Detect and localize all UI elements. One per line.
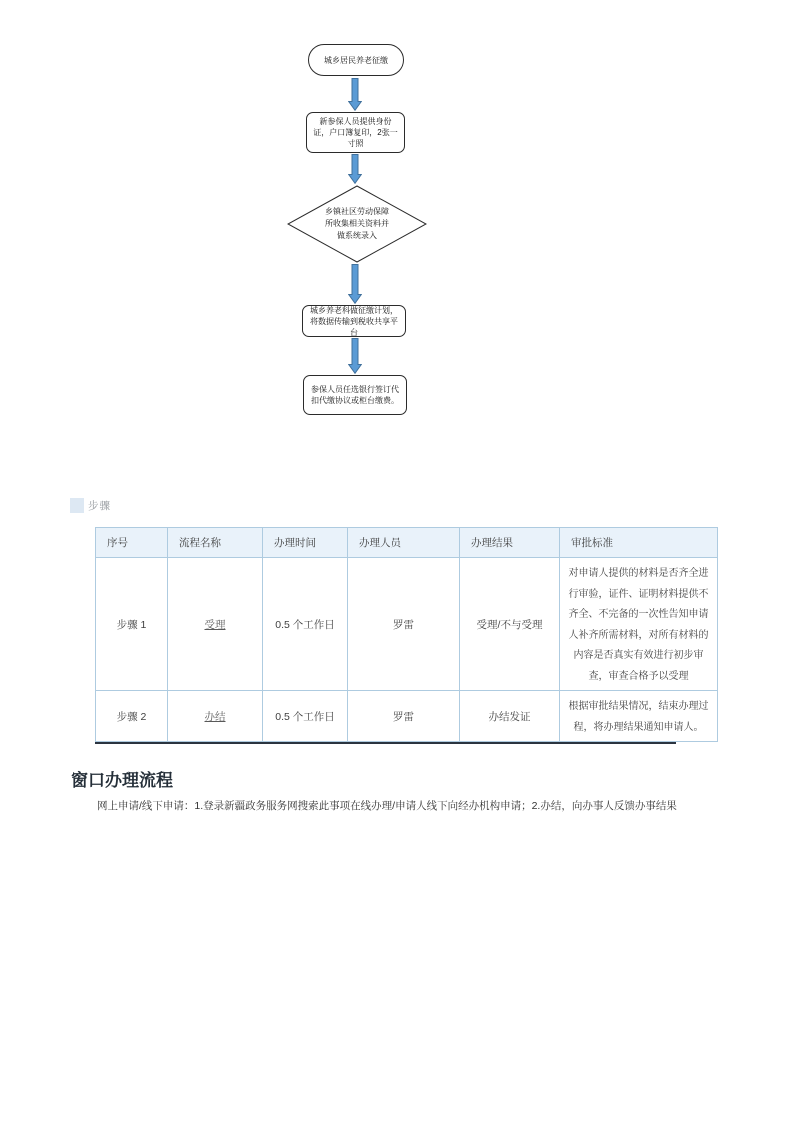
cell-person: 罗雷	[348, 558, 460, 691]
cell-standard: 根据审批结果情况，结束办理过程，将办理结果通知申请人。	[560, 691, 718, 742]
col-header-standard: 审批标准	[560, 528, 718, 558]
flow-node-start-label: 城乡居民养老征缴	[324, 55, 388, 65]
flow-arrow-down-icon	[348, 338, 362, 374]
flow-node-payment	[303, 375, 407, 415]
flow-node-provide-docs-label: 新参保人员提供身份证，户口簿复印，2张一寸照	[313, 117, 398, 148]
window-section-body: 网上申请/线下申请：1.登录新疆政务服务网搜索此事项在线办理/申请人线下向经办机构申请；2.办结，向办事人反馈办事结果	[97, 800, 677, 812]
steps-section-header	[70, 498, 111, 513]
steps-section-label: 步骤	[88, 500, 111, 512]
cell-standard: 对申请人提供的材料是否齐全进行审验，证件、证明材料提供不齐全、不完备的一次性告知申请人补齐所需材料，对所有材料的内容是否真实有效进行初步审查，审查合格予以受理	[560, 558, 718, 691]
cell-result: 受理/不与受理	[460, 558, 560, 691]
steps-table	[95, 527, 718, 742]
flow-node-payment-label: 参保人员任选银行签订代扣代缴协议或柜台缴费。	[311, 385, 399, 405]
flow-arrow-down-icon	[348, 154, 362, 184]
cell-process-name	[168, 558, 263, 691]
flow-arrow-down-icon	[348, 264, 362, 304]
cell-time: 0.5 个工作日	[263, 691, 348, 742]
col-header-seq: 序号	[96, 528, 168, 558]
col-header-result: 办理结果	[460, 528, 560, 558]
flow-node-provide-docs	[306, 112, 405, 153]
steps-bullet-icon	[70, 498, 84, 513]
cell-step-no: 步骤 2	[96, 691, 168, 742]
cell-process-name	[168, 691, 263, 742]
cell-result: 办结发证	[460, 691, 560, 742]
window-section-title: 窗口办理流程	[71, 771, 173, 790]
cell-time: 0.5 个工作日	[263, 558, 348, 691]
flow-node-collection-plan-label: 城乡养老科做征缴计划，将数据传输到税收共享平台	[310, 305, 398, 337]
flow-node-decision-label: 乡镇社区劳动保障所收集相关资料并做系统录入	[325, 207, 389, 240]
steps-table-header-row	[96, 528, 718, 558]
section-divider	[95, 742, 676, 744]
process-link-complete[interactable]: 办结	[204, 710, 226, 723]
table-row	[96, 691, 718, 742]
flow-node-collection-plan	[302, 305, 406, 337]
flow-node-start	[308, 44, 404, 76]
flow-arrow-down-icon	[348, 78, 362, 111]
table-row	[96, 558, 718, 691]
flow-node-decision	[287, 185, 427, 263]
cell-person: 罗雷	[348, 691, 460, 742]
col-header-person: 办理人员	[348, 528, 460, 558]
col-header-name: 流程名称	[168, 528, 263, 558]
process-link-accept[interactable]: 受理	[204, 618, 226, 631]
cell-step-no: 步骤 1	[96, 558, 168, 691]
col-header-time: 办理时间	[263, 528, 348, 558]
